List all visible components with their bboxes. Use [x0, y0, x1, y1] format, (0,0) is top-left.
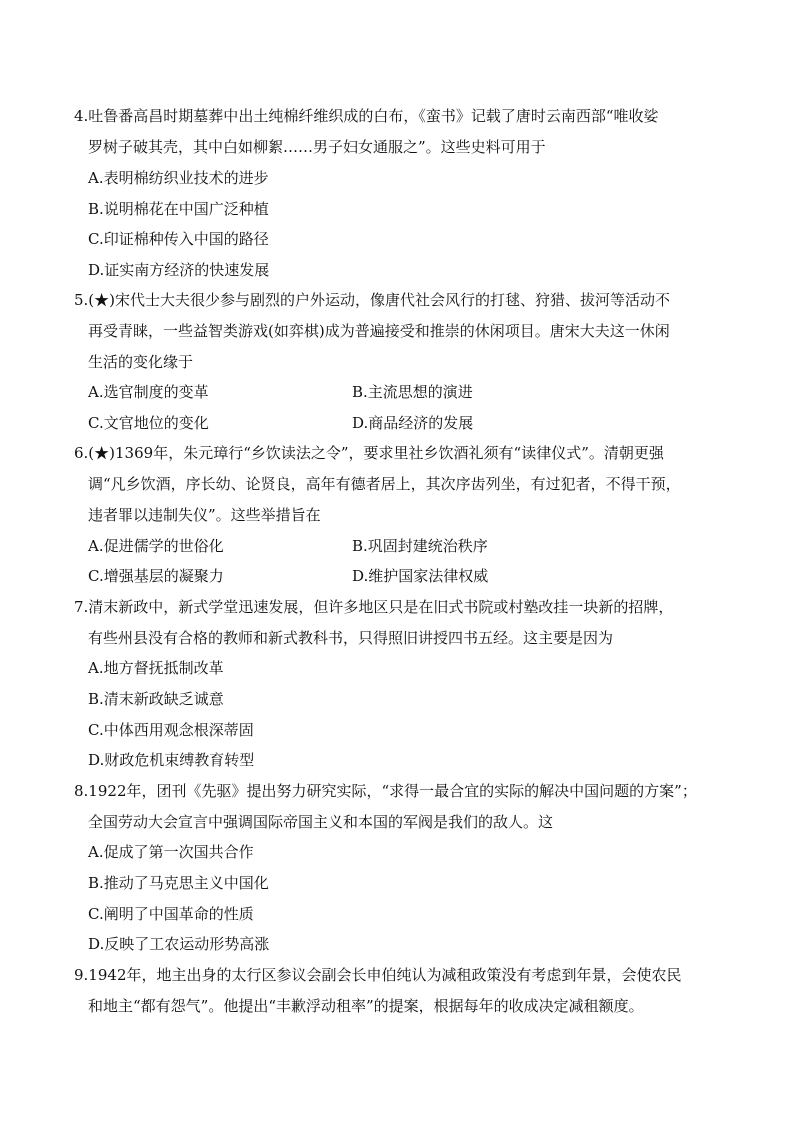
option-d: D.维护国家法律权威	[352, 567, 489, 585]
question-stem-line: 再受青睐，一些益智类游戏(如弈棋)成为普遍接受和推崇的休闲项目。唐宋大夫这一休闲	[88, 322, 670, 340]
option-d: D.反映了工农运动形势高涨	[88, 935, 270, 953]
option-c: C.增强基层的凝聚力	[88, 567, 224, 585]
option-a: A.促进儒学的世俗化	[88, 537, 224, 555]
question-stem-line: 全国劳动大会宣言中强调国际帝国主义和本国的军阀是我们的敌人。这	[88, 813, 554, 831]
option-a: A.促成了第一次国共合作	[88, 843, 254, 861]
question-stem-line: 和地主“都有怨气”。他提出“丰歉浮动租率”的提案，根据每年的收成决定减租额度。	[88, 997, 644, 1015]
option-a: A.地方督抚抵制改革	[88, 659, 224, 677]
option-d: D.财政危机束缚教育转型	[88, 751, 255, 769]
option-b: B.说明棉花在中国广泛种植	[88, 200, 269, 218]
option-b: B.主流思想的演进	[352, 383, 473, 401]
question-stem-line: 违者罪以违制失仪”。这些举措旨在	[88, 506, 321, 524]
option-b: B.清末新政缺乏诚意	[88, 690, 224, 708]
question-stem-line: 有些州县没有合格的教师和新式教科书，只得照旧讲授四书五经。这主要是因为	[88, 629, 614, 647]
option-a: A.表明棉纺织业技术的进步	[88, 169, 269, 187]
question-stem-line: 罗树子破其壳，其中白如柳絮……男子妇女通服之”。这些史料可用于	[88, 138, 546, 156]
option-d: D.商品经济的发展	[352, 414, 474, 432]
option-a: A.选官制度的变革	[88, 383, 209, 401]
question-stem-line: 调“凡乡饮酒，序长幼、论贤良，高年有德者居上，其次序齿列坐，有过犯者，不得干预，	[88, 475, 681, 493]
option-b: B.推动了马克思主义中国化	[88, 874, 269, 892]
option-b: B.巩固封建统治秩序	[352, 537, 488, 555]
option-c: C.中体西用观念根深蒂固	[88, 721, 254, 739]
question-stem-line: 4.吐鲁番高昌时期墓葬中出土纯棉纤维织成的白布，《蛮书》记载了唐时云南西部“唯收娑	[74, 107, 659, 125]
question-stem-line: 生活的变化缘于	[88, 353, 194, 371]
question-stem-line: 6.(★)1369年，朱元璋行“乡饮读法之令”，要求里社乡饮酒礼须有“读律仪式”。清朝更强	[74, 444, 664, 462]
question-stem-line: 7.清末新政中，新式学堂迅速发展，但许多地区只是在旧式书院或村塾改挂一块新的招牌，	[74, 598, 674, 616]
question-stem-line: 9.1942年，地主出身的太行区参议会副会长申伯纯认为减租政策没有考虑到年景，会使农民	[74, 966, 682, 984]
option-c: C.文官地位的变化	[88, 414, 209, 432]
option-c: C.阐明了中国革命的性质	[88, 905, 254, 923]
option-c: C.印证棉种传入中国的路径	[88, 230, 269, 248]
option-d: D.证实南方经济的快速发展	[88, 261, 270, 279]
question-stem-line: 8.1922年，团刊《先驱》提出努力研究实际，“求得一最合宜的实际的解决中国问题的方案”；	[74, 782, 697, 800]
question-stem-line: 5.(★)宋代士大夫很少参与剧烈的户外运动，像唐代社会风行的打毬、狩猎、拔河等活动不	[74, 291, 671, 309]
